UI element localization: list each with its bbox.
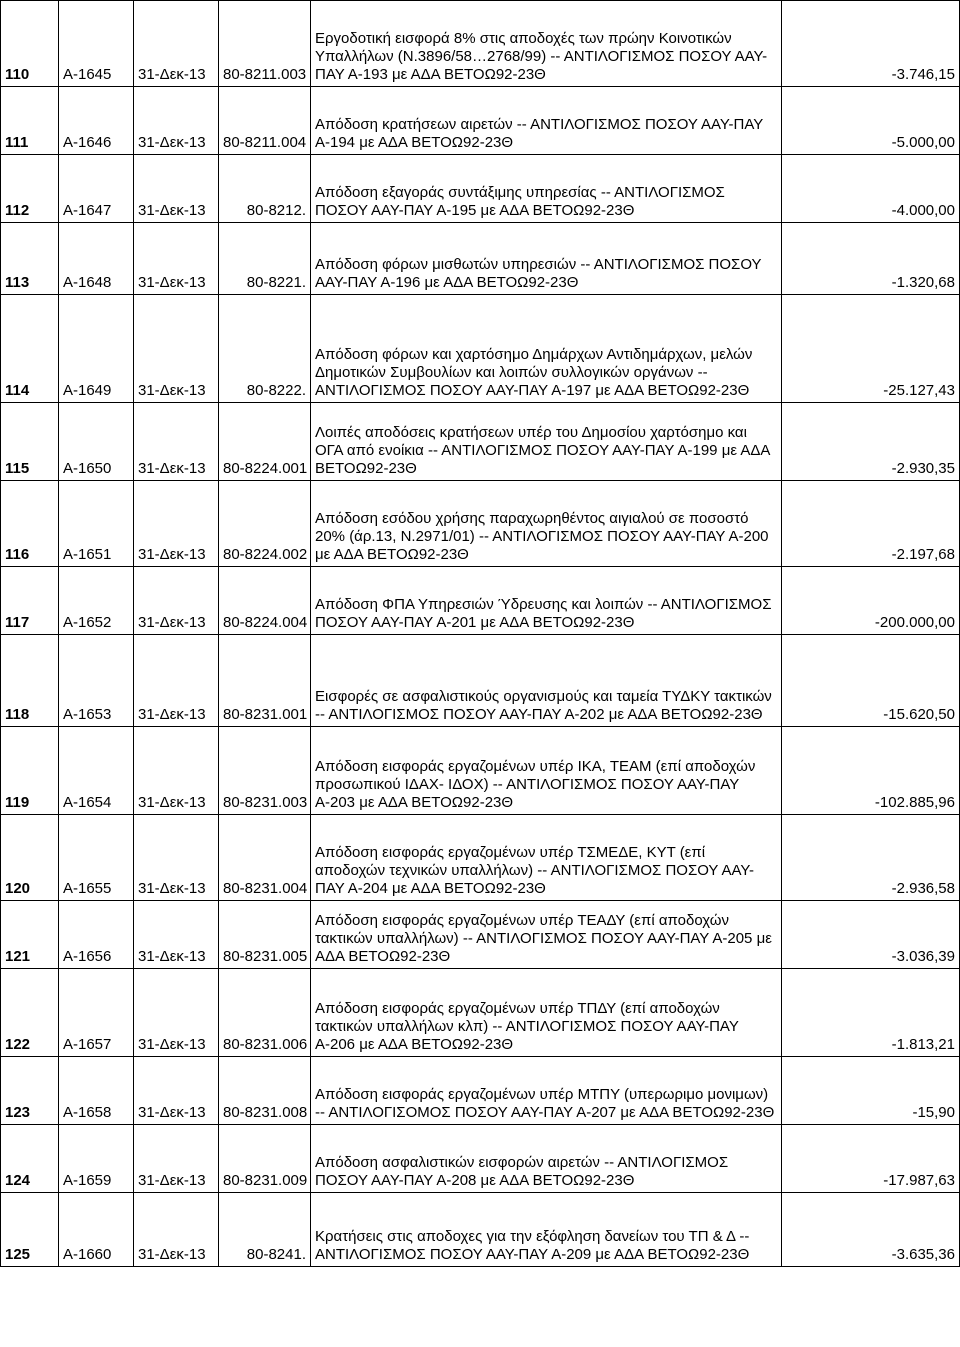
row-date: 31-Δεκ-13 xyxy=(134,223,219,295)
row-date: 31-Δεκ-13 xyxy=(134,1057,219,1125)
row-amount: -200.000,00 xyxy=(782,567,960,635)
row-account-code: 80-8231.003 xyxy=(219,727,311,815)
row-date: 31-Δεκ-13 xyxy=(134,403,219,481)
table-row xyxy=(1,87,960,155)
row-reference: Α-1649 xyxy=(59,295,134,403)
row-reference: Α-1653 xyxy=(59,635,134,727)
row-reference: Α-1659 xyxy=(59,1125,134,1193)
table-row xyxy=(1,1193,960,1267)
row-account-code: 80-8231.005 xyxy=(219,901,311,969)
row-reference: Α-1654 xyxy=(59,727,134,815)
row-amount: -17.987,63 xyxy=(782,1125,960,1193)
row-reference: Α-1646 xyxy=(59,87,134,155)
row-account-code: 80-8241. xyxy=(219,1193,311,1267)
row-account-code: 80-8222. xyxy=(219,295,311,403)
row-number: 123 xyxy=(1,1057,59,1125)
row-amount: -15,90 xyxy=(782,1057,960,1125)
row-reference: Α-1660 xyxy=(59,1193,134,1267)
row-description: Απόδοση εισφοράς εργαζομένων υπέρ ΤΣΜΕΔΕ, ΚΥΤ (επί αποδοχών τεχνικών υπαλλήλων) -- ΑΝΤΙΛΟΓΙΣΜΟΣ ΠΟΣΟΥ ΑΑΥ-ΠΑΥ Α-204 με ΑΔΑ ΒΕΤΟΩ92-23Θ xyxy=(311,815,782,901)
row-number: 122 xyxy=(1,969,59,1057)
row-account-code: 80-8231.006 xyxy=(219,969,311,1057)
row-reference: Α-1648 xyxy=(59,223,134,295)
row-number: 119 xyxy=(1,727,59,815)
table-row xyxy=(1,815,960,901)
row-date: 31-Δεκ-13 xyxy=(134,155,219,223)
table-row xyxy=(1,1057,960,1125)
table-row xyxy=(1,635,960,727)
row-date: 31-Δεκ-13 xyxy=(134,815,219,901)
row-number: 113 xyxy=(1,223,59,295)
row-number: 112 xyxy=(1,155,59,223)
row-account-code: 80-8212. xyxy=(219,155,311,223)
row-description: Απόδοση εισφοράς εργαζομένων υπέρ ΤΠΔΥ (επί αποδοχών τακτικών υπαλλήλων κλπ) -- ΑΝΤΙΛΟΓΙΣΜΟΣ ΠΟΣΟΥ ΑΑΥ-ΠΑΥ Α-206 με ΑΔΑ ΒΕΤΟΩ92-23Θ xyxy=(311,969,782,1057)
row-amount: -102.885,96 xyxy=(782,727,960,815)
row-date: 31-Δεκ-13 xyxy=(134,635,219,727)
row-reference: Α-1658 xyxy=(59,1057,134,1125)
row-number: 116 xyxy=(1,481,59,567)
row-date: 31-Δεκ-13 xyxy=(134,727,219,815)
table-row xyxy=(1,295,960,403)
row-reference: Α-1650 xyxy=(59,403,134,481)
row-number: 120 xyxy=(1,815,59,901)
row-account-code: 80-8231.008 xyxy=(219,1057,311,1125)
table-row xyxy=(1,969,960,1057)
row-reference: Α-1655 xyxy=(59,815,134,901)
table-row xyxy=(1,403,960,481)
row-description: Απόδοση εσόδου χρήσης παραχωρηθέντος αιγιαλού σε ποσοστό 20% (άρ.13, Ν.2971/01) -- ΑΝΤΙΛΟΓΙΣΜΟΣ ΠΟΣΟΥ ΑΑΥ-ΠΑΥ Α-200 με ΑΔΑ ΒΕΤΟΩ92-23Θ xyxy=(311,481,782,567)
row-date: 31-Δεκ-13 xyxy=(134,87,219,155)
row-description: Κρατήσεις στις αποδοχες για την εξόφληση δανείων του ΤΠ & Δ -- ΑΝΤΙΛΟΓΙΣΜΟΣ ΠΟΣΟΥ ΑΑΥ-ΠΑΥ Α-209 με ΑΔΑ ΒΕΤΟΩ92-23Θ xyxy=(311,1193,782,1267)
row-number: 111 xyxy=(1,87,59,155)
row-amount: -3.635,36 xyxy=(782,1193,960,1267)
row-amount: -2.197,68 xyxy=(782,481,960,567)
table-row xyxy=(1,567,960,635)
row-number: 117 xyxy=(1,567,59,635)
row-number: 114 xyxy=(1,295,59,403)
row-date: 31-Δεκ-13 xyxy=(134,567,219,635)
row-amount: -3.036,39 xyxy=(782,901,960,969)
row-account-code: 80-8221. xyxy=(219,223,311,295)
row-amount: -3.746,15 xyxy=(782,1,960,87)
row-account-code: 80-8224.002 xyxy=(219,481,311,567)
row-date: 31-Δεκ-13 xyxy=(134,901,219,969)
table-row xyxy=(1,223,960,295)
row-account-code: 80-8211.003 xyxy=(219,1,311,87)
row-date: 31-Δεκ-13 xyxy=(134,1,219,87)
row-description: Απόδοση εισφοράς εργαζομένων υπέρ ΜΤΠΥ (υπερωριμο μονιμων) -- ΑΝΤΙΛΟΓΙΣΟΜΟΣ ΠΟΣΟΥ ΑΑΥ-ΠΑΥ Α-207 με ΑΔΑ ΒΕΤΟΩ92-23Θ xyxy=(311,1057,782,1125)
row-number: 110 xyxy=(1,1,59,87)
row-amount: -5.000,00 xyxy=(782,87,960,155)
row-account-code: 80-8231.004 xyxy=(219,815,311,901)
row-description: Απόδοση φόρων και χαρτόσημο Δημάρχων Αντιδημάρχων, μελών Δημοτικών Συμβουλίων και λοιπών συλλογικών οργάνων -- ΑΝΤΙΛΟΓΙΣΜΟΣ ΠΟΣΟΥ ΑΑΥ-ΠΑΥ Α-197 με ΑΔΑ ΒΕΤΟΩ92-23Θ xyxy=(311,295,782,403)
table-row xyxy=(1,727,960,815)
row-amount: -1.813,21 xyxy=(782,969,960,1057)
row-amount: -4.000,00 xyxy=(782,155,960,223)
row-reference: Α-1652 xyxy=(59,567,134,635)
row-description: Απόδοση ΦΠΑ Υπηρεσιών Ύδρευσης και λοιπών -- ΑΝΤΙΛΟΓΙΣΜΟΣ ΠΟΣΟΥ ΑΑΥ-ΠΑΥ Α-201 με ΑΔΑ ΒΕΤΟΩ92-23Θ xyxy=(311,567,782,635)
row-date: 31-Δεκ-13 xyxy=(134,969,219,1057)
row-reference: Α-1647 xyxy=(59,155,134,223)
row-description: Απόδοση εισφοράς εργαζομένων υπέρ ΙΚΑ, ΤΕΑΜ (επί αποδοχών προσωπικού ΙΔΑΧ- ΙΔΟΧ) -- ΑΝΤΙΛΟΓΙΣΜΟΣ ΠΟΣΟΥ ΑΑΥ-ΠΑΥ Α-203 με ΑΔΑ ΒΕΤΟΩ92-23Θ xyxy=(311,727,782,815)
row-description: Απόδοση ασφαλιστικών εισφορών αιρετών -- ΑΝΤΙΛΟΓΙΣΜΟΣ ΠΟΣΟΥ ΑΑΥ-ΠΑΥ Α-208 με ΑΔΑ ΒΕΤΟΩ92-23Θ xyxy=(311,1125,782,1193)
row-amount: -15.620,50 xyxy=(782,635,960,727)
row-account-code: 80-8211.004 xyxy=(219,87,311,155)
row-description: Λοιπές αποδόσεις κρατήσεων υπέρ του Δημοσίου χαρτόσημο και ΟΓΑ από ενοίκια -- ΑΝΤΙΛΟΓΙΣΜΟΣ ΠΟΣΟΥ ΑΑΥ-ΠΑΥ Α-199 με ΑΔΑ ΒΕΤΟΩ92-23Θ xyxy=(311,403,782,481)
row-number: 125 xyxy=(1,1193,59,1267)
table-row xyxy=(1,155,960,223)
row-number: 121 xyxy=(1,901,59,969)
row-description: Εισφορές σε ασφαλιστικούς οργανισμούς και ταμεία ΤΥΔΚΥ τακτικών -- ΑΝΤΙΛΟΓΙΣΜΟΣ ΠΟΣΟΥ ΑΑΥ-ΠΑΥ Α-202 με ΑΔΑ ΒΕΤΟΩ92-23Θ xyxy=(311,635,782,727)
table-row xyxy=(1,1125,960,1193)
row-reference: Α-1656 xyxy=(59,901,134,969)
row-date: 31-Δεκ-13 xyxy=(134,1125,219,1193)
row-description: Απόδοση φόρων μισθωτών υπηρεσιών -- ΑΝΤΙΛΟΓΙΣΜΟΣ ΠΟΣΟΥ ΑΑΥ-ΠΑΥ Α-196 με ΑΔΑ ΒΕΤΟΩ92-23Θ xyxy=(311,223,782,295)
row-reference: Α-1651 xyxy=(59,481,134,567)
table-row xyxy=(1,901,960,969)
row-amount: -2.936,58 xyxy=(782,815,960,901)
row-description: Απόδοση εισφοράς εργαζομένων υπέρ ΤΕΑΔΥ (επί αποδοχών τακτικών υπαλλήλων) -- ΑΝΤΙΛΟΓΙΣΜΟΣ ΠΟΣΟΥ ΑΑΥ-ΠΑΥ Α-205 με ΑΔΑ ΒΕΤΟΩ92-23Θ xyxy=(311,901,782,969)
row-number: 115 xyxy=(1,403,59,481)
row-number: 124 xyxy=(1,1125,59,1193)
row-account-code: 80-8224.004 xyxy=(219,567,311,635)
table-row xyxy=(1,1,960,87)
row-account-code: 80-8231.001 xyxy=(219,635,311,727)
row-reference: Α-1645 xyxy=(59,1,134,87)
row-amount: -2.930,35 xyxy=(782,403,960,481)
row-account-code: 80-8231.009 xyxy=(219,1125,311,1193)
row-number: 118 xyxy=(1,635,59,727)
row-date: 31-Δεκ-13 xyxy=(134,1193,219,1267)
row-account-code: 80-8224.001 xyxy=(219,403,311,481)
row-amount: -1.320,68 xyxy=(782,223,960,295)
row-description: Εργοδοτική εισφορά 8% στις αποδοχές των πρώην Κοινοτικών Υπαλλήλων (Ν.3896/58…2768/99) -- ΑΝΤΙΛΟΓΙΣΜΟΣ ΠΟΣΟΥ ΑΑΥ-ΠΑΥ Α-193 με ΑΔΑ ΒΕΤΟΩ92-23Θ xyxy=(311,1,782,87)
row-date: 31-Δεκ-13 xyxy=(134,481,219,567)
row-description: Απόδοση εξαγοράς συντάξιμης υπηρεσίας -- ΑΝΤΙΛΟΓΙΣΜΟΣ ΠΟΣΟΥ ΑΑΥ-ΠΑΥ Α-195 με ΑΔΑ ΒΕΤΟΩ92-23Θ xyxy=(311,155,782,223)
row-amount: -25.127,43 xyxy=(782,295,960,403)
row-date: 31-Δεκ-13 xyxy=(134,295,219,403)
table-row xyxy=(1,481,960,567)
ledger-body xyxy=(1,1,960,1267)
row-reference: Α-1657 xyxy=(59,969,134,1057)
row-description: Απόδοση κρατήσεων αιρετών -- ΑΝΤΙΛΟΓΙΣΜΟΣ ΠΟΣΟΥ ΑΑΥ-ΠΑΥ Α-194 με ΑΔΑ ΒΕΤΟΩ92-23Θ xyxy=(311,87,782,155)
